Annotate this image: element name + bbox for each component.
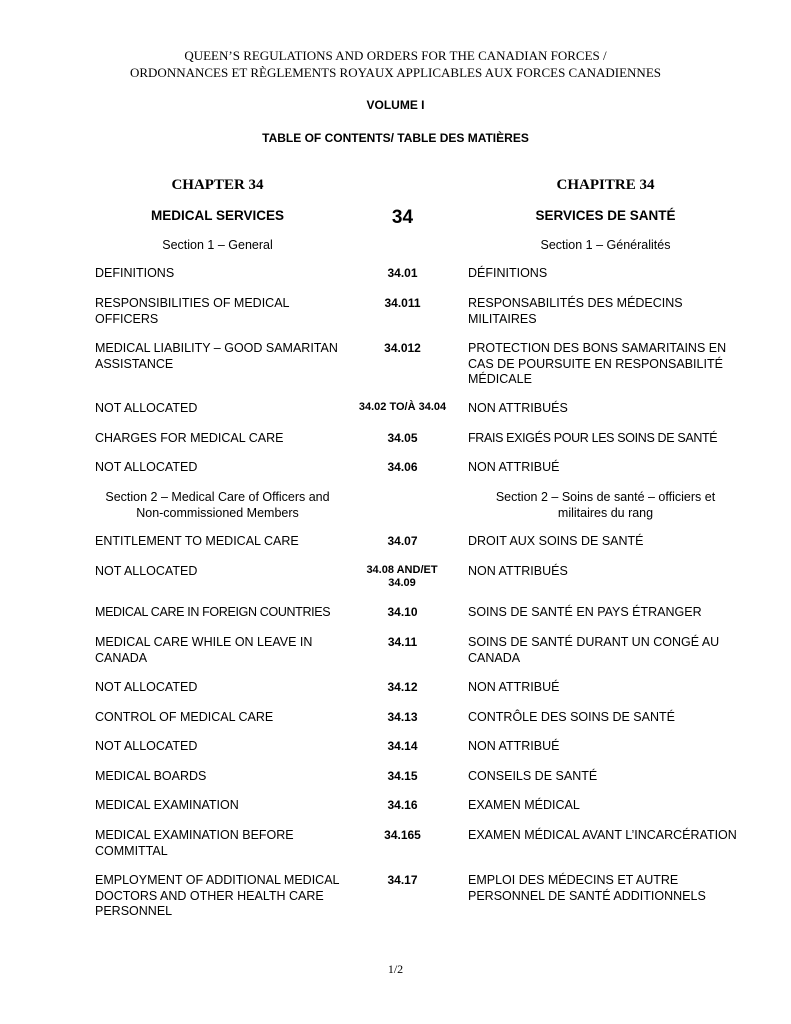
- entry-number: 34.10: [387, 605, 418, 619]
- entry-en: NOT ALLOCATED: [95, 564, 198, 578]
- entry-number: 34.15: [387, 769, 418, 783]
- entry-fr: EXAMEN MÉDICAL AVANT L’INCARCÉRATION: [468, 828, 737, 842]
- page-number: 1/2: [387, 962, 404, 976]
- entry-fr: EMPLOI DES MÉDECINS ET AUTRE PERSONNEL DE SANTÉ ADDITIONNELS: [468, 873, 706, 903]
- entry-number: 34.02 TO/À 34.04: [358, 401, 447, 413]
- entry-fr: EXAMEN MÉDICAL: [468, 798, 580, 812]
- chapter-title-en: MEDICAL SERVICES: [150, 208, 285, 223]
- entry-fr: FRAIS EXIGÉS POUR LES SOINS DE SANTÉ: [468, 431, 718, 445]
- entry-number: 34.07: [387, 534, 418, 548]
- entry-fr: NON ATTRIBUÉ: [468, 460, 560, 474]
- entry-fr: SOINS DE SANTÉ DURANT UN CONGÉ AU CANADA: [468, 635, 720, 665]
- entry-number: 34.05: [387, 431, 418, 445]
- entry-number: 34.165: [384, 828, 421, 842]
- entry-fr: NON ATTRIBUÉS: [468, 401, 568, 415]
- chapter-label-en: CHAPTER 34: [171, 177, 264, 193]
- volume-title: VOLUME I: [366, 98, 425, 112]
- entry-fr: SOINS DE SANTÉ EN PAYS ÉTRANGER: [468, 605, 702, 619]
- header-line-2: ORDONNANCES ET RÈGLEMENTS ROYAUX APPLICABLES AUX FORCES CANADIENNES: [129, 65, 661, 80]
- entry-number: 34.16: [387, 798, 418, 812]
- entry-en: MEDICAL EXAMINATION: [95, 798, 239, 812]
- entry-fr: NON ATTRIBUÉS: [468, 564, 568, 578]
- entry-number: 34.13: [387, 710, 418, 724]
- entry-number: 34.01: [387, 266, 418, 280]
- entry-en: EMPLOYMENT OF ADDITIONAL MEDICAL DOCTORS AND OTHER HEALTH CARE PERSONNEL: [95, 873, 340, 918]
- entry-en: RESPONSIBILITIES OF MEDICAL OFFICERS: [95, 296, 290, 326]
- entry-fr: NON ATTRIBUÉ: [468, 739, 560, 753]
- section-2-heading-fr: Section 2 – Soins de santé – officiers et militaires du rang: [495, 490, 716, 520]
- chapter-label-fr: CHAPITRE 34: [556, 177, 655, 193]
- entry-fr: PROTECTION DES BONS SAMARITAINS EN CAS DE POURSUITE EN RESPONSABILITÉ MÉDICALE: [468, 341, 727, 386]
- entry-number: 34.14: [387, 739, 418, 753]
- entry-number: 34.011: [384, 296, 421, 310]
- entry-number: 34.012: [384, 341, 421, 355]
- entry-number: 34.12: [387, 680, 418, 694]
- entry-en: DEFINITIONS: [95, 266, 175, 280]
- section-1-heading-fr: Section 1 – Généralités: [540, 238, 671, 252]
- entry-en: MEDICAL CARE WHILE ON LEAVE IN CANADA: [95, 635, 313, 665]
- entry-number: 34.17: [387, 873, 418, 887]
- entry-fr: RESPONSABILITÉS DES MÉDECINS MILITAIRES: [468, 296, 683, 326]
- entry-fr: DÉFINITIONS: [468, 266, 548, 280]
- entry-fr: CONSEILS DE SANTÉ: [468, 769, 598, 783]
- entry-fr: CONTRÔLE DES SOINS DE SANTÉ: [468, 710, 675, 724]
- entry-en: MEDICAL CARE IN FOREIGN COUNTRIES: [95, 605, 331, 619]
- chapter-title-fr: SERVICES DE SANTÉ: [535, 208, 676, 223]
- section-1-heading-en: Section 1 – General: [162, 238, 273, 252]
- entry-fr: NON ATTRIBUÉ: [468, 680, 560, 694]
- entry-en: MEDICAL BOARDS: [95, 769, 207, 783]
- entry-en: NOT ALLOCATED: [95, 739, 198, 753]
- entry-number: 34.06: [387, 460, 418, 474]
- entry-en: NOT ALLOCATED: [95, 680, 198, 694]
- entry-en: MEDICAL EXAMINATION BEFORE COMMITTAL: [95, 828, 294, 858]
- toc-title: TABLE OF CONTENTS/ TABLE DES MATIÈRES: [262, 131, 529, 145]
- entry-number: 34.11: [387, 635, 418, 649]
- entry-en: CHARGES FOR MEDICAL CARE: [95, 431, 284, 445]
- entry-en: ENTITLEMENT TO MEDICAL CARE: [95, 534, 299, 548]
- entry-en: NOT ALLOCATED: [95, 401, 198, 415]
- section-2-heading-en: Section 2 – Medical Care of Officers and Non-commissioned Members: [105, 490, 330, 520]
- entry-fr: DROIT AUX SOINS DE SANTÉ: [468, 534, 644, 548]
- entry-en: NOT ALLOCATED: [95, 460, 198, 474]
- entry-number: 34.08 AND/ET 34.09: [366, 564, 438, 589]
- header-line-1: QUEEN’S REGULATIONS AND ORDERS FOR THE CANADIAN FORCES /: [184, 48, 607, 63]
- entry-en: MEDICAL LIABILITY – GOOD SAMARITAN ASSISTANCE: [95, 341, 338, 371]
- chapter-number: 34: [391, 207, 414, 228]
- entry-en: CONTROL OF MEDICAL CARE: [95, 710, 274, 724]
